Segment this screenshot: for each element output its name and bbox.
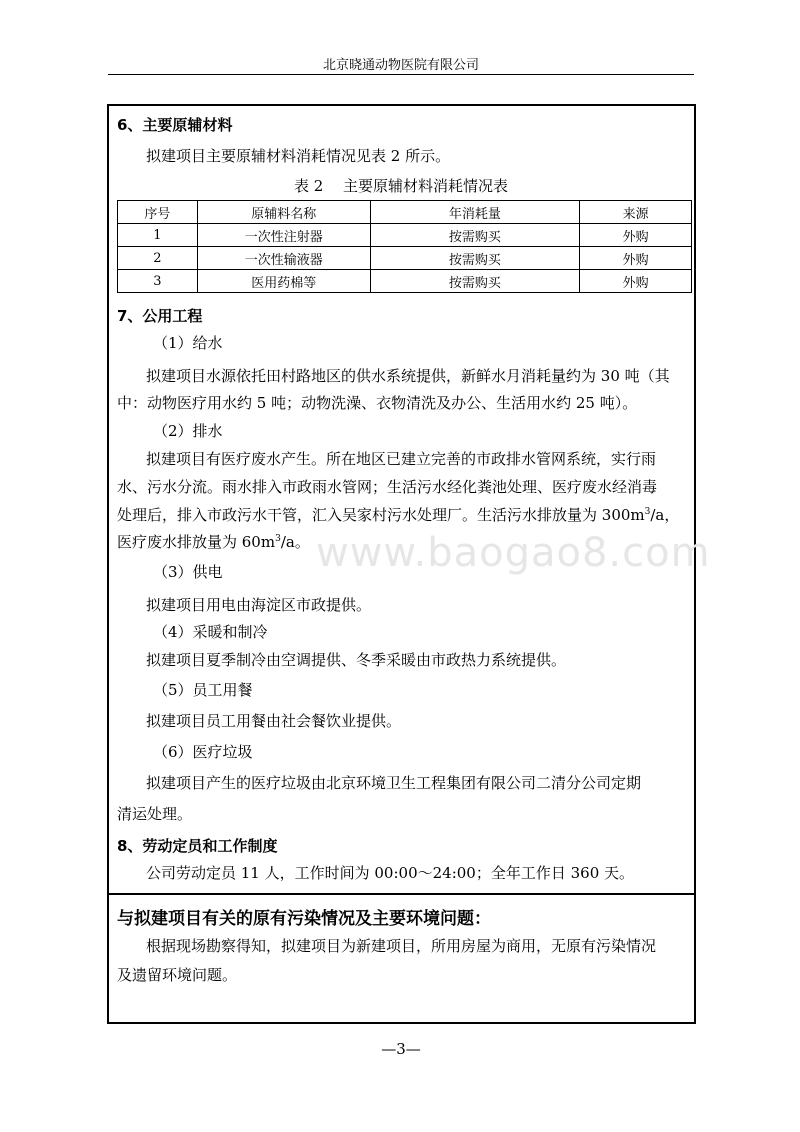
power-title: （3）供电 (153, 563, 223, 581)
cell-qty: 按需购买 (370, 224, 580, 247)
meal-text: 拟建项目员工用餐由社会餐饮业提供。 (146, 712, 402, 730)
col-name: 原辅料名称 (197, 201, 370, 224)
table-row (118, 270, 692, 293)
header-rule (108, 74, 694, 75)
cell-no: 1 (118, 224, 198, 247)
table-row (118, 247, 692, 270)
watermark: www.baogao8.com (316, 530, 711, 576)
section-divider (107, 893, 696, 895)
cell-name: 医用药棉等 (197, 270, 370, 293)
cell-name: 一次性输液器 (197, 247, 370, 270)
drainage-text-4-end: /a。 (280, 533, 310, 551)
drainage-text-3-main: 处理后，排入市政污水干管，汇入吴家村污水处理厂。生活污水排放量为 300m (117, 506, 645, 524)
drainage-text-4-main: 医疗废水排放量为 60m (117, 533, 276, 551)
meal-title: （5）员工用餐 (153, 681, 253, 699)
cell-src: 外购 (580, 270, 692, 293)
col-no: 序号 (118, 201, 198, 224)
materials-table (117, 200, 692, 293)
water-supply-text-2: 中：动物医疗用水约 5 吨；动物洗澡、衣物清洗及办公、生活用水约 25 吨）。 (117, 394, 638, 412)
power-text: 拟建项目用电由海淀区市政提供。 (146, 596, 372, 614)
cell-src: 外购 (580, 247, 692, 270)
col-qty: 年消耗量 (370, 201, 580, 224)
superscript-3: 3 (644, 507, 651, 517)
pollution-text-1: 根据现场勘察得知，拟建项目为新建项目，所用房屋为商用，无原有污染情况 (146, 937, 657, 955)
pollution-title: 与拟建项目有关的原有污染情况及主要环境问题： (117, 909, 491, 929)
medical-waste-text-2: 清运处理。 (117, 805, 193, 823)
drainage-text-2: 水、污水分流。雨水排入市政雨水管网；生活污水经化粪池处理、医疗废水经消毒 (117, 478, 658, 496)
drainage-text-3 (117, 504, 679, 525)
drainage-title: （2）排水 (153, 422, 223, 440)
section-6-title: 6、主要原辅材料 (117, 116, 233, 134)
cell-no: 3 (118, 270, 198, 293)
section-6-intro: 拟建项目主要原辅材料消耗情况见表 2 所示。 (146, 147, 451, 165)
table-header-row (118, 201, 692, 224)
water-supply-text-1: 拟建项目水源依托田村路地区的供水系统提供，新鲜水月消耗量约为 30 吨（其 (146, 367, 670, 385)
col-src: 来源 (580, 201, 692, 224)
medical-waste-title: （6）医疗垃圾 (153, 743, 253, 761)
cell-no: 2 (118, 247, 198, 270)
cell-name: 一次性注射器 (197, 224, 370, 247)
page-number: —3— (381, 1040, 421, 1058)
page-header: 北京晓通动物医院有限公司 (322, 58, 479, 73)
cell-src: 外购 (580, 224, 692, 247)
table-caption: 表 2 主要原辅材料消耗情况表 (293, 177, 509, 195)
cell-qty: 按需购买 (370, 270, 580, 293)
drainage-text-1: 拟建项目有医疗废水产生。所在地区已建立完善的市政排水管网系统，实行雨 (146, 450, 657, 468)
hvac-text: 拟建项目夏季制冷由空调提供、冬季采暖由市政热力系统提供。 (146, 651, 567, 669)
section-8-text: 公司劳动定员 11 人，工作时间为 00:00～24:00；全年工作日 360 天。 (146, 864, 635, 882)
table-row (118, 224, 692, 247)
medical-waste-text-1: 拟建项目产生的医疗垃圾由北京环境卫生工程集团有限公司二清分公司定期 (146, 774, 642, 792)
cell-qty: 按需购买 (370, 247, 580, 270)
water-supply-title: （1）给水 (153, 334, 223, 352)
superscript-3: 3 (275, 534, 281, 544)
drainage-text-4 (117, 531, 310, 552)
hvac-title: （4）采暖和制冷 (153, 623, 268, 641)
section-7-title: 7、公用工程 (117, 307, 203, 325)
drainage-text-3-end: /a， (650, 506, 680, 524)
pollution-text-2: 及遗留环境问题。 (117, 966, 238, 984)
section-8-title: 8、劳动定员和工作制度 (117, 837, 278, 855)
